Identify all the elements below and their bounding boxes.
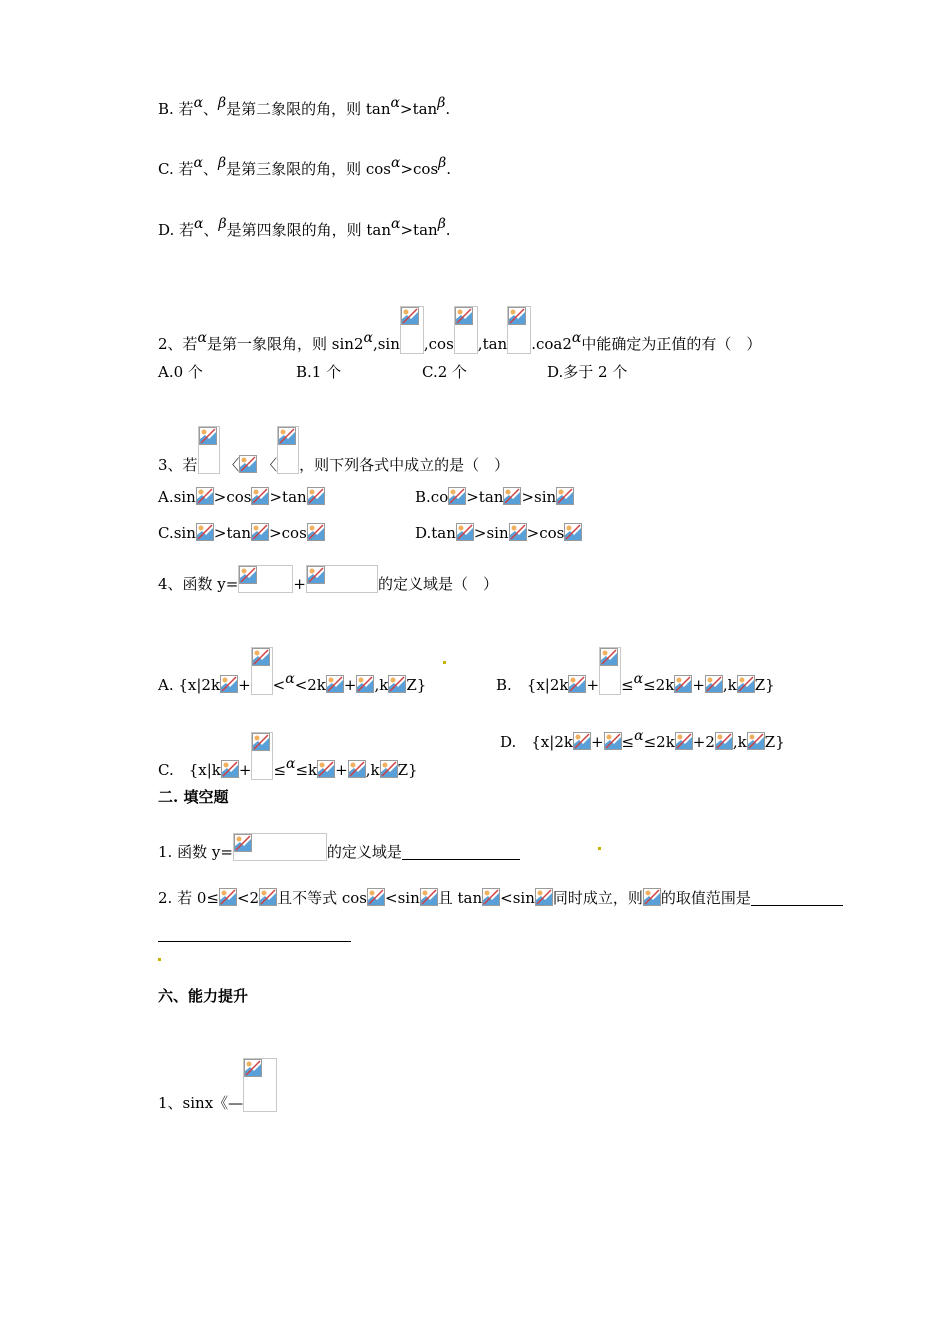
- broken-image-icon: [715, 732, 733, 750]
- text: 的定义域是（ ）: [377, 575, 498, 593]
- alpha-symbol: α: [634, 728, 644, 744]
- broken-image-icon: [503, 487, 521, 505]
- broken-image-icon: [568, 675, 586, 693]
- text: ≤: [621, 676, 634, 694]
- answer-blank-line-2[interactable]: [158, 941, 351, 942]
- fill-in-2: [158, 888, 843, 907]
- broken-image-icon: [277, 426, 299, 474]
- broken-image-icon: [705, 675, 723, 693]
- q3-option-b: [415, 487, 574, 506]
- broken-image-icon: [737, 675, 755, 693]
- text: ≤: [621, 733, 635, 751]
- q3-option-d: [415, 523, 582, 542]
- text: <2k: [294, 676, 326, 694]
- broken-image-icon: [259, 888, 277, 906]
- broken-image-icon: [251, 487, 269, 505]
- text: ≤: [273, 761, 287, 779]
- broken-image-icon: [643, 888, 661, 906]
- decorative-dot: [598, 847, 601, 850]
- broken-image-icon: [220, 675, 238, 693]
- text: +2: [692, 733, 715, 751]
- q4-option-a: [158, 647, 426, 695]
- broken-image-icon: [400, 306, 424, 354]
- text: Z}: [764, 733, 785, 751]
- text: Z}: [397, 761, 418, 779]
- text: >tan: [269, 488, 307, 506]
- text: D. {x|2k: [500, 733, 573, 751]
- text: B. {x|2k: [496, 676, 569, 694]
- broken-image-icon: [221, 760, 239, 778]
- text: <2: [236, 889, 260, 907]
- text: 中能确定为正值的有（ ）: [581, 335, 762, 353]
- broken-image-icon: [326, 675, 344, 693]
- text: +: [238, 761, 252, 779]
- alpha-symbol: α: [390, 155, 401, 171]
- broken-image-icon: [599, 647, 621, 695]
- text: 是第三象限的角，则 cos: [226, 160, 391, 178]
- text: Z}: [754, 676, 775, 694]
- text: +: [590, 733, 604, 751]
- text: +: [238, 676, 251, 694]
- beta-symbol: β: [438, 155, 447, 171]
- text: .coa2: [531, 335, 572, 353]
- broken-image-icon: [573, 732, 591, 750]
- broken-image-icon: [251, 732, 273, 780]
- text: <sin: [500, 889, 535, 907]
- broken-image-icon: [251, 647, 273, 695]
- broken-image-icon: [456, 523, 474, 541]
- text: +: [586, 676, 600, 694]
- beta-symbol: β: [218, 95, 227, 111]
- question-3: [158, 426, 509, 474]
- broken-image-icon: [388, 675, 406, 693]
- text: 是第一象限角，则 sin2: [207, 335, 364, 353]
- text: 1. 函数 y=: [158, 843, 233, 861]
- q2-option-c: C.2 个: [422, 363, 468, 381]
- answer-blank[interactable]: [751, 905, 843, 906]
- text: 的取值范围是: [660, 889, 751, 907]
- alpha-symbol: α: [193, 95, 204, 111]
- text: D.tan: [415, 524, 456, 542]
- q3-option-c: [158, 523, 325, 542]
- text: <sin: [385, 889, 420, 907]
- broken-image-icon: [367, 888, 385, 906]
- alpha-symbol: α: [571, 330, 582, 346]
- section-fill-in-title: 二. 填空题: [158, 788, 229, 806]
- text: +: [335, 761, 348, 779]
- q4-option-c: [158, 732, 418, 780]
- alpha-symbol: α: [193, 155, 203, 171]
- broken-image-icon: [604, 732, 622, 750]
- broken-image-icon: [251, 523, 269, 541]
- ability-item-1: [158, 1058, 277, 1112]
- text: ,k: [365, 761, 380, 779]
- broken-image-icon: [348, 760, 366, 778]
- text: .: [445, 100, 451, 118]
- text: C.sin: [158, 524, 196, 542]
- broken-image-icon: [196, 523, 214, 541]
- text: D. 若: [158, 221, 195, 239]
- text: >cos: [400, 160, 439, 178]
- text: ,sin: [372, 335, 400, 353]
- broken-image-icon: [747, 732, 765, 750]
- text: A. {x|2k: [158, 676, 221, 694]
- text: ,k: [722, 676, 737, 694]
- broken-image-icon: [380, 760, 398, 778]
- broken-image-icon: [535, 888, 553, 906]
- text: >sin: [473, 524, 509, 542]
- text: +: [692, 676, 705, 694]
- alpha-symbol: α: [363, 330, 373, 346]
- text: 3、若: [158, 456, 198, 474]
- broken-image-icon: [454, 306, 478, 354]
- broken-image-icon: [564, 523, 582, 541]
- text: ≤k: [295, 761, 318, 779]
- text: ≤2k: [643, 676, 675, 694]
- text: 且 tan: [437, 889, 483, 907]
- broken-image-icon: [509, 523, 527, 541]
- text: 1、sinx《—: [158, 1094, 244, 1112]
- text: >tan: [400, 100, 438, 118]
- q3-option-a: [158, 487, 325, 506]
- broken-image-icon: [238, 565, 293, 593]
- q1-option-d: [158, 216, 451, 240]
- text: >tan: [466, 488, 504, 506]
- text: 、: [203, 221, 219, 239]
- alpha-symbol: α: [633, 671, 644, 687]
- broken-image-icon: [674, 675, 692, 693]
- alpha-symbol: α: [391, 216, 401, 232]
- beta-symbol: β: [437, 95, 446, 111]
- text: B.co: [415, 488, 449, 506]
- text: B. 若: [158, 100, 194, 118]
- text: <: [272, 676, 286, 694]
- broken-image-icon: [307, 523, 325, 541]
- broken-image-icon: [307, 487, 325, 505]
- beta-symbol: β: [437, 216, 446, 232]
- text: 同时成立，则: [552, 889, 643, 907]
- text: 、: [202, 160, 218, 178]
- broken-image-icon: [507, 306, 531, 354]
- broken-image-icon: [556, 487, 574, 505]
- text: ≤2k: [643, 733, 675, 751]
- alpha-symbol: α: [285, 671, 295, 687]
- broken-image-icon: [198, 426, 220, 474]
- q4-option-d: [500, 728, 785, 752]
- text: >cos: [213, 488, 252, 506]
- text: >tan: [400, 221, 438, 239]
- broken-image-icon: [675, 732, 693, 750]
- broken-image-icon: [482, 888, 500, 906]
- broken-image-icon: [219, 888, 237, 906]
- text: >sin: [521, 488, 557, 506]
- text: 2. 若 0≤: [158, 889, 219, 907]
- broken-image-icon: [356, 675, 374, 693]
- broken-image-icon: [448, 487, 466, 505]
- text: 4、函数 y=: [158, 575, 239, 593]
- section-ability-title: 六、能力提升: [158, 987, 249, 1005]
- text: 〈: [224, 456, 240, 474]
- text: >cos: [526, 524, 565, 542]
- q1-option-c: [158, 155, 452, 179]
- q2-option-b: B.1 个: [296, 363, 342, 381]
- broken-image-icon: [420, 888, 438, 906]
- text: 〈: [262, 456, 278, 474]
- question-4: [158, 565, 498, 593]
- text: ,k: [374, 676, 389, 694]
- broken-image-icon: [196, 487, 214, 505]
- text: ,k: [732, 733, 747, 751]
- text: 是第四象限的角，则 tan: [226, 221, 392, 239]
- alpha-symbol: α: [286, 756, 296, 772]
- text: C. 若: [158, 160, 194, 178]
- fill-in-1: [158, 833, 520, 861]
- broken-image-icon: [233, 833, 327, 861]
- text: .: [445, 221, 451, 239]
- broken-image-icon: [243, 1058, 277, 1112]
- text: +: [343, 676, 357, 694]
- q2-option-d: D.多于 2 个: [547, 363, 628, 381]
- q4-option-b: [496, 647, 775, 695]
- text: 的定义域是: [326, 843, 402, 861]
- text: C. {x|k: [158, 761, 221, 779]
- alpha-symbol: α: [197, 330, 208, 346]
- text: ,cos: [423, 335, 454, 353]
- q2-option-a: A.0 个: [158, 363, 203, 381]
- broken-image-icon: [317, 760, 335, 778]
- text: 、: [203, 100, 219, 118]
- beta-symbol: β: [218, 216, 227, 232]
- text: +: [293, 575, 306, 593]
- text: A.sin: [158, 488, 196, 506]
- text: .: [446, 160, 452, 178]
- text: 2、若: [158, 335, 198, 353]
- text: 且不等式 cos: [277, 889, 367, 907]
- q1-option-b: [158, 95, 451, 119]
- alpha-symbol: α: [194, 216, 204, 232]
- text: 是第二象限的角，则 tan: [226, 100, 391, 118]
- alpha-symbol: α: [390, 95, 401, 111]
- broken-image-icon: [239, 455, 257, 473]
- text: >cos: [269, 524, 307, 542]
- text: >tan: [213, 524, 252, 542]
- text: ，则下列各式中成立的是（ ）: [299, 456, 510, 474]
- broken-image-icon: [306, 565, 378, 593]
- text: Z}: [406, 676, 427, 694]
- text: ,tan: [477, 335, 508, 353]
- beta-symbol: β: [217, 155, 227, 171]
- question-2: [158, 306, 761, 354]
- answer-blank[interactable]: [402, 859, 520, 860]
- decorative-dot: [443, 661, 446, 664]
- decorative-dot: [158, 958, 161, 961]
